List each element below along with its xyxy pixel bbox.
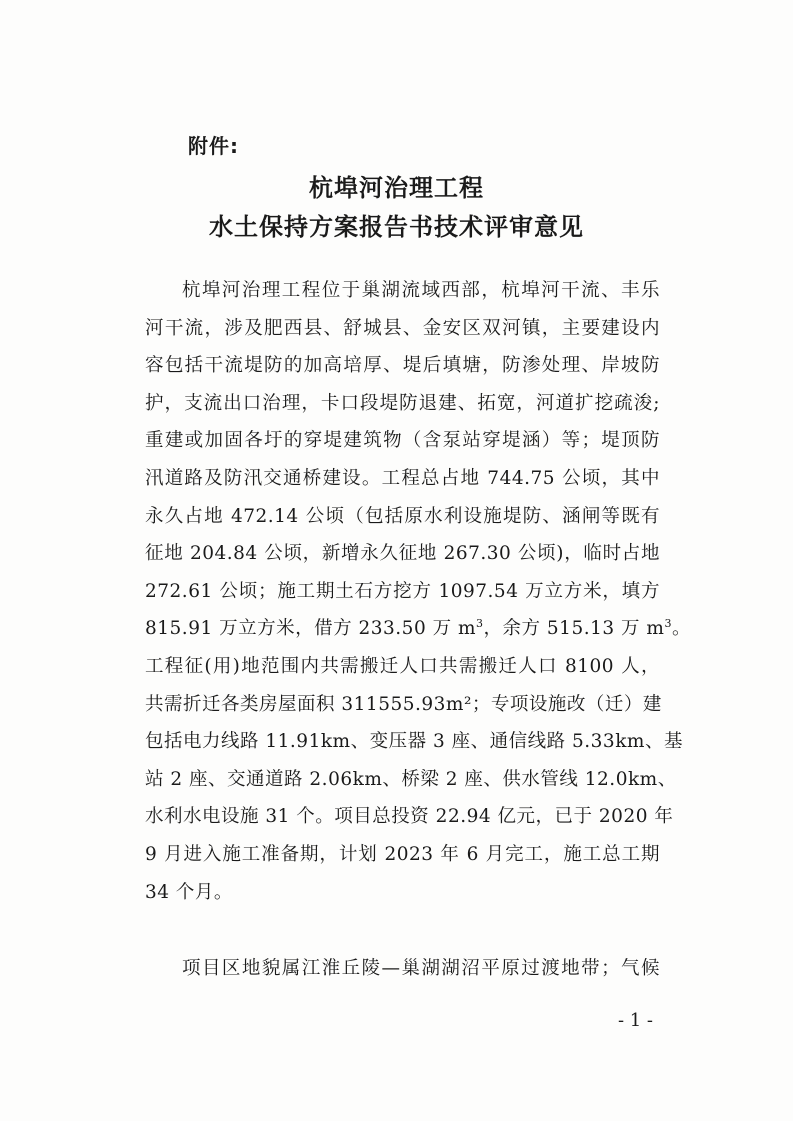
paragraph-line: 包括电力线路 11.91km、变压器 3 座、通信线路 5.33km、基 xyxy=(145,731,683,753)
paragraph-line: 重建或加固各圩的穿堤建筑物（含泵站穿堤涵）等；堤顶防 xyxy=(145,430,660,452)
paragraph-line: 水利水电设施 31 个。项目总投资 22.94 亿元，已于 2020 年 xyxy=(145,806,674,828)
paragraph-line: 永久占地 472.14 公顷（包括原水利设施堤防、涵闸等既有 xyxy=(145,505,660,527)
paragraph-line xyxy=(145,610,691,648)
paragraph-2 xyxy=(145,950,660,988)
paragraph-line: 护，支流出口治理，卡口段堤防退建、拓宽，河道扩挖疏浚; xyxy=(145,392,660,414)
page-number: - 1 - xyxy=(617,1010,653,1031)
paragraph-1 xyxy=(145,272,691,911)
paragraph-line: 34 个月。 xyxy=(145,881,233,903)
text-segment: 815.91 万立方米，借方 233.50 万 m xyxy=(145,618,477,640)
paragraph-line: 容包括干流堤防的加高培厚、堤后填塘，防渗处理、岸坡防 xyxy=(145,355,660,377)
paragraph-line: 9 月进入施工准备期，计划 2023 年 6 月完工，施工总工期 xyxy=(145,843,660,865)
paragraph-line: 杭埠河治理工程位于巢湖流域西部，杭埠河干流、丰乐 xyxy=(182,280,660,301)
paragraph-line: 272.61 公顷；施工期土石方挖方 1097.54 万立方米，填方 xyxy=(145,580,660,602)
paragraph-line: 项目区地貌属江淮丘陵—巢湖湖沼平原过渡地带；气候 xyxy=(182,958,660,979)
attachment-label: 附件: xyxy=(188,134,239,158)
superscript: 3 xyxy=(476,617,484,631)
paragraph-line: 工程征(用)地范围内共需搬迁人口共需搬迁人口 8100 人， xyxy=(145,655,660,677)
paragraph-line: 站 2 座、交通道路 2.06km、桥梁 2 座、供水管线 12.0km、 xyxy=(145,768,677,790)
paragraph-line: 征地 204.84 公顷，新增永久征地 267.30 公顷)，临时占地 xyxy=(145,543,660,565)
text-segment: ，余方 515.13 万 m xyxy=(483,618,665,640)
paragraph-line: 汛道路及防汛交通桥建设。工程总占地 744.75 公顷，其中 xyxy=(145,467,660,489)
paragraph-line: 共需折迁各类房屋面积 311555.93m²；专项设施改（迁）建 xyxy=(145,693,662,715)
superscript: 3 xyxy=(664,617,672,631)
document-title-line-1: 杭埠河治理工程 xyxy=(309,174,484,202)
document-title-line-2: 水土保持方案报告书技术评审意见 xyxy=(209,213,584,241)
text-segment: 。 xyxy=(671,618,691,640)
paragraph-line: 河干流，涉及肥西县、舒城县、金安区双河镇，主要建设内 xyxy=(145,317,660,339)
